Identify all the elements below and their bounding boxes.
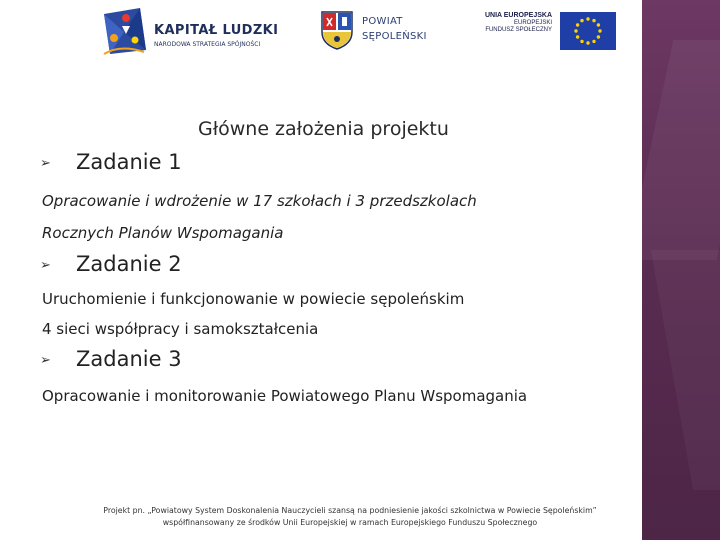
footer-line-2: współfinansowany ze środków Unii Europejskiej w ramach Europejskiego Funduszu Społecznego	[162, 518, 538, 527]
powiat-name-line1: POWIAT	[362, 16, 403, 27]
powiat-logo	[318, 10, 438, 54]
eu-flag-icon	[560, 12, 616, 50]
kapital-ludzki-subtitle: NARODOWA STRATEGIA SPÓJNOŚCI	[154, 41, 261, 48]
task-3-label: Zadanie 3	[76, 347, 182, 371]
arrow-bullet-icon: ➢	[40, 258, 51, 273]
kapital-ludzki-title: KAPITAŁ LUDZKI	[154, 23, 279, 38]
task-2-line-1: Uruchomienie i funkcjonowanie w powiecie sępoleńskim	[42, 290, 465, 308]
task-1-line-2: Rocznych Planów Wspomagania	[42, 224, 284, 242]
eu-text	[474, 12, 552, 33]
kapital-ludzki-logo	[100, 4, 280, 58]
page-title: Główne założenia projektu	[198, 118, 449, 140]
eu-line1: UNIA EUROPEJSKA	[484, 12, 552, 19]
task-1-label: Zadanie 1	[76, 150, 182, 174]
panel-stripe	[651, 250, 720, 490]
panel-stripe	[642, 40, 720, 260]
powiat-coat-of-arms-icon	[320, 10, 354, 50]
decorative-side-panel	[642, 0, 720, 540]
eu-logo	[474, 10, 624, 52]
footer	[50, 505, 650, 529]
eu-line3: FUNDUSZ SPOŁECZNY	[485, 27, 552, 33]
arrow-bullet-icon: ➢	[40, 156, 51, 171]
task-2-line-2: 4 sieci współpracy i samokształcenia	[42, 320, 319, 338]
eu-line2: EUROPEJSKI	[513, 20, 552, 26]
kapital-ludzki-logo-icon	[100, 4, 150, 58]
task-1-line-1: Opracowanie i wdrożenie w 17 szkołach i 3 przedszkolach	[42, 192, 477, 210]
task-3-line-1: Opracowanie i monitorowanie Powiatowego Planu Wspomagania	[42, 387, 528, 405]
arrow-bullet-icon: ➢	[40, 353, 51, 368]
footer-line-1: Projekt pn. „Powiatowy System Doskonalenia Nauczycieli szansą na podniesienie jakości szkolnictwa w Powiecie Sępoleńskim”	[103, 506, 597, 515]
powiat-name-line2: SĘPOLEŃSKI	[362, 31, 427, 42]
task-2-label: Zadanie 2	[76, 252, 182, 276]
